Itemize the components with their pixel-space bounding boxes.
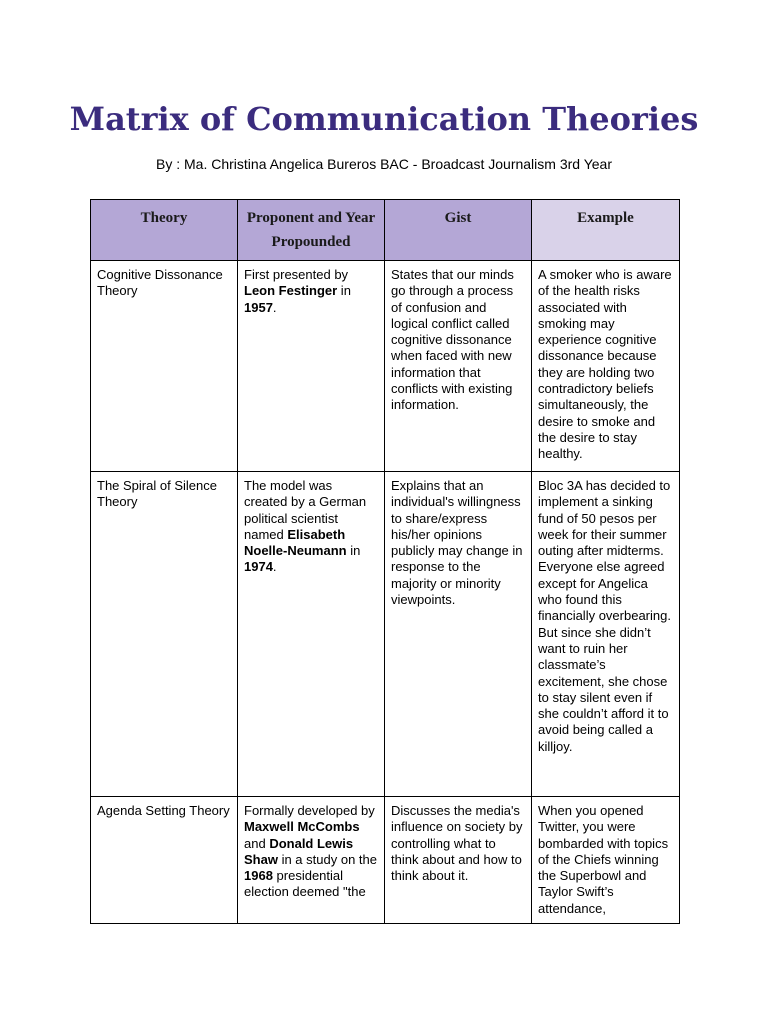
header-proponent-year: Proponent and Year Propounded (238, 200, 385, 261)
document-byline: By : Ma. Christina Angelica Bureros BAC - Broadcast Journalism 3rd Year (156, 156, 612, 172)
proponent-year: 1968 (244, 868, 273, 884)
document-title: Matrix of Communication Theories (69, 100, 699, 138)
table-row-cognitive-dissonance (91, 261, 680, 472)
header-theory: Theory (91, 200, 238, 261)
cell-proponent (238, 797, 385, 924)
proponent-text: in a study on the (277, 851, 377, 867)
cell-gist: States that our minds go through a process of confusion and logical conflict called cognitive dissonance when faced with new information that conflicts with existing information. (385, 261, 532, 472)
cell-gist: Explains that an individual's willingness to share/express his/her opinions publicly may change in response to the majority or minority viewpoints. (385, 472, 532, 797)
cell-example: When you opened Twitter, you were bombarded with topics of the Chiefs winning the Superbowl and Taylor Swift’s attendance, (532, 797, 680, 924)
cell-example: A smoker who is aware of the health risks associated with smoking may experience cognitive dissonance because they are holding two contradictory beliefs simultaneously, the desire to smoke and the desire to stay healthy. (532, 261, 680, 472)
cell-theory: The Spiral of Silence Theory (91, 472, 238, 797)
cell-gist: Discusses the media's influence on society by controlling what to think about and how to think about it. (385, 797, 532, 924)
proponent-text: and (244, 835, 270, 851)
proponent-name: Elisabeth Noelle-Neumann (244, 526, 347, 559)
proponent-name: Donald Lewis Shaw (244, 835, 354, 867)
header-example: Example (532, 200, 680, 261)
proponent-text: in (346, 543, 361, 559)
cell-theory: Cognitive Dissonance Theory (91, 261, 238, 472)
proponent-text: Formally developed by (244, 803, 375, 818)
table-row-spiral-of-silence (91, 472, 680, 797)
proponent-text: The model was created by a German political scientist named (244, 478, 367, 542)
proponent-year: 1974 (244, 559, 273, 575)
proponent-text: . (272, 299, 277, 315)
proponent-name: Leon Festinger (244, 283, 338, 299)
cell-theory: Agenda Setting Theory (91, 797, 238, 924)
cell-proponent (238, 472, 385, 797)
proponent-name: Maxwell McCombs (244, 819, 360, 835)
proponent-text: First presented by (244, 267, 349, 282)
proponent-year: 1957 (244, 299, 273, 315)
theories-matrix-table (90, 199, 680, 924)
header-gist: Gist (385, 200, 532, 261)
proponent-text: in (337, 283, 351, 299)
table-header-row (91, 200, 680, 261)
table-row-agenda-setting (91, 797, 680, 924)
proponent-text: presidential election deemed "the (244, 868, 366, 900)
cell-example: Bloc 3A has decided to implement a sinking fund of 50 pesos per week for their summer outing after midterms. Everyone else agreed except for Angelica who found this financially overbearing. But since she didn’t want to ruin her classmate’s excitement, she chose to stay silent even if she couldn’t afford it to avoid being called a killjoy. (532, 472, 680, 797)
cell-proponent (238, 261, 385, 472)
proponent-text: . (272, 559, 277, 575)
